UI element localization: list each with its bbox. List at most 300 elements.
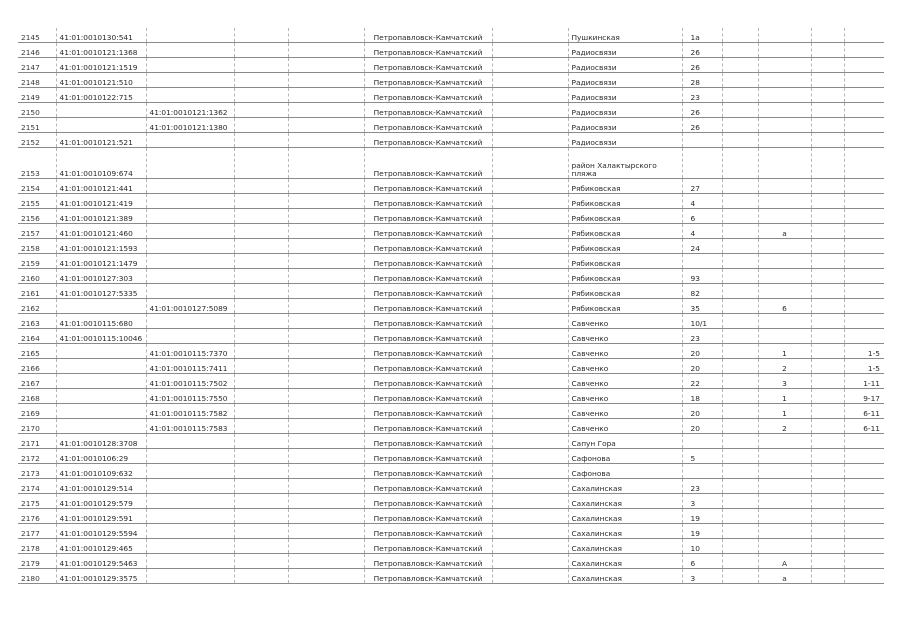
empty-cell	[288, 374, 364, 389]
street-cell: Пушкинская	[568, 28, 682, 43]
empty-cell	[811, 359, 844, 374]
apartment-cell	[844, 103, 884, 118]
table-row	[18, 88, 884, 103]
sub-cadastral-number	[146, 434, 234, 449]
block-cell	[758, 73, 811, 88]
empty-cell	[234, 43, 288, 58]
empty-cell	[234, 494, 288, 509]
building-cell: 26	[682, 103, 722, 118]
empty-cell	[811, 179, 844, 194]
empty-cell	[811, 269, 844, 284]
table-row	[18, 479, 884, 494]
table-row	[18, 494, 884, 509]
empty-cell	[492, 209, 568, 224]
table-row	[18, 314, 884, 329]
row-number: 2179	[18, 554, 56, 569]
row-number: 2169	[18, 404, 56, 419]
apartment-cell: 1-11	[844, 374, 884, 389]
empty-cell	[234, 209, 288, 224]
row-number: 2145	[18, 28, 56, 43]
cadastral-number: 41:01:0010128:3708	[56, 434, 146, 449]
empty-cell	[722, 254, 758, 269]
building-cell: 23	[682, 329, 722, 344]
empty-cell	[811, 464, 844, 479]
empty-cell	[288, 359, 364, 374]
apartment-cell: 1-5	[844, 344, 884, 359]
empty-cell	[722, 73, 758, 88]
row-number: 2175	[18, 494, 56, 509]
empty-cell	[811, 569, 844, 584]
empty-cell	[722, 239, 758, 254]
street-cell: Савченко	[568, 314, 682, 329]
apartment-cell	[844, 239, 884, 254]
street-cell: Савченко	[568, 359, 682, 374]
block-cell	[758, 509, 811, 524]
empty-cell	[234, 359, 288, 374]
empty-cell	[811, 344, 844, 359]
empty-cell	[492, 494, 568, 509]
empty-cell	[722, 179, 758, 194]
empty-cell	[234, 419, 288, 434]
empty-cell	[288, 494, 364, 509]
empty-cell	[234, 389, 288, 404]
cadastral-number: 41:01:0010121:389	[56, 209, 146, 224]
empty-cell	[288, 88, 364, 103]
city-cell: Петропавловск-Камчатский	[364, 464, 492, 479]
cadastral-number	[56, 419, 146, 434]
building-cell: 10/1	[682, 314, 722, 329]
empty-cell	[722, 28, 758, 43]
cadastral-number	[56, 103, 146, 118]
apartment-cell: 1-5	[844, 359, 884, 374]
building-cell: 4	[682, 194, 722, 209]
cadastral-number	[56, 299, 146, 314]
empty-cell	[492, 554, 568, 569]
empty-cell	[811, 449, 844, 464]
empty-cell	[811, 209, 844, 224]
empty-cell	[492, 419, 568, 434]
cadastral-number: 41:01:0010121:441	[56, 179, 146, 194]
block-cell: а	[758, 569, 811, 584]
table-row	[18, 359, 884, 374]
street-cell: Рябиковская	[568, 269, 682, 284]
cadastral-number	[56, 389, 146, 404]
block-cell	[758, 284, 811, 299]
empty-cell	[811, 28, 844, 43]
city-cell: Петропавловск-Камчатский	[364, 209, 492, 224]
row-number: 2156	[18, 209, 56, 224]
street-cell: Сахалинская	[568, 569, 682, 584]
empty-cell	[234, 73, 288, 88]
empty-cell	[492, 284, 568, 299]
city-cell: Петропавловск-Камчатский	[364, 269, 492, 284]
row-number: 2166	[18, 359, 56, 374]
table-row	[18, 434, 884, 449]
empty-cell	[722, 224, 758, 239]
building-cell: 3	[682, 494, 722, 509]
building-cell: 23	[682, 88, 722, 103]
building-cell: 19	[682, 509, 722, 524]
city-cell: Петропавловск-Камчатский	[364, 374, 492, 389]
row-number: 2178	[18, 539, 56, 554]
empty-cell	[288, 539, 364, 554]
block-cell	[758, 194, 811, 209]
apartment-cell: 6-11	[844, 419, 884, 434]
empty-cell	[288, 43, 364, 58]
city-cell: Петропавловск-Камчатский	[364, 299, 492, 314]
city-cell: Петропавловск-Камчатский	[364, 239, 492, 254]
building-cell	[682, 464, 722, 479]
city-cell: Петропавловск-Камчатский	[364, 359, 492, 374]
apartment-cell	[844, 118, 884, 133]
cadastral-number: 41:01:0010121:510	[56, 73, 146, 88]
city-cell: Петропавловск-Камчатский	[364, 58, 492, 73]
empty-cell	[234, 449, 288, 464]
sub-cadastral-number: 41:01:0010127:5089	[146, 299, 234, 314]
city-cell: Петропавловск-Камчатский	[364, 404, 492, 419]
empty-cell	[234, 269, 288, 284]
cadastral-number: 41:01:0010129:579	[56, 494, 146, 509]
block-cell: 1	[758, 404, 811, 419]
cadastral-number: 41:01:0010121:460	[56, 224, 146, 239]
row-number: 2168	[18, 389, 56, 404]
empty-cell	[234, 404, 288, 419]
row-number: 2159	[18, 254, 56, 269]
empty-cell	[722, 284, 758, 299]
empty-cell	[492, 479, 568, 494]
city-cell: Петропавловск-Камчатский	[364, 419, 492, 434]
city-cell: Петропавловск-Камчатский	[364, 314, 492, 329]
street-cell: Рябиковская	[568, 194, 682, 209]
street-cell: Радиосвязи	[568, 58, 682, 73]
block-cell: 1	[758, 344, 811, 359]
row-number: 2147	[18, 58, 56, 73]
apartment-cell	[844, 148, 884, 179]
empty-cell	[288, 209, 364, 224]
empty-cell	[811, 479, 844, 494]
row-number: 2149	[18, 88, 56, 103]
city-cell: Петропавловск-Камчатский	[364, 148, 492, 179]
empty-cell	[492, 148, 568, 179]
building-cell: 24	[682, 239, 722, 254]
empty-cell	[722, 209, 758, 224]
empty-cell	[492, 344, 568, 359]
empty-cell	[492, 314, 568, 329]
cadastral-number: 41:01:0010129:3575	[56, 569, 146, 584]
empty-cell	[492, 539, 568, 554]
sub-cadastral-number	[146, 194, 234, 209]
city-cell: Петропавловск-Камчатский	[364, 118, 492, 133]
empty-cell	[722, 509, 758, 524]
row-number: 2153	[18, 148, 56, 179]
building-cell: 93	[682, 269, 722, 284]
empty-cell	[722, 464, 758, 479]
building-cell	[682, 254, 722, 269]
city-cell: Петропавловск-Камчатский	[364, 434, 492, 449]
empty-cell	[811, 539, 844, 554]
street-cell: Сахалинская	[568, 524, 682, 539]
empty-cell	[288, 224, 364, 239]
empty-cell	[811, 284, 844, 299]
building-cell: 20	[682, 359, 722, 374]
table-row	[18, 539, 884, 554]
building-cell: 23	[682, 479, 722, 494]
empty-cell	[811, 329, 844, 344]
apartment-cell	[844, 479, 884, 494]
empty-cell	[234, 103, 288, 118]
row-number: 2150	[18, 103, 56, 118]
empty-cell	[492, 73, 568, 88]
cadastral-number: 41:01:0010129:5594	[56, 524, 146, 539]
empty-cell	[288, 314, 364, 329]
block-cell	[758, 118, 811, 133]
table-row	[18, 148, 884, 179]
empty-cell	[811, 73, 844, 88]
street-cell: Сахалинская	[568, 509, 682, 524]
cadastral-number: 41:01:0010127:5335	[56, 284, 146, 299]
city-cell: Петропавловск-Камчатский	[364, 449, 492, 464]
city-cell: Петропавловск-Камчатский	[364, 344, 492, 359]
sub-cadastral-number	[146, 449, 234, 464]
empty-cell	[492, 133, 568, 148]
empty-cell	[234, 58, 288, 73]
empty-cell	[811, 103, 844, 118]
street-cell: Савченко	[568, 419, 682, 434]
street-cell: Савченко	[568, 404, 682, 419]
block-cell: 2	[758, 419, 811, 434]
empty-cell	[288, 389, 364, 404]
street-cell: Сахалинская	[568, 539, 682, 554]
empty-cell	[492, 509, 568, 524]
empty-cell	[234, 479, 288, 494]
sub-cadastral-number	[146, 269, 234, 284]
city-cell: Петропавловск-Камчатский	[364, 224, 492, 239]
empty-cell	[811, 389, 844, 404]
block-cell	[758, 239, 811, 254]
empty-cell	[811, 133, 844, 148]
sub-cadastral-number: 41:01:0010115:7582	[146, 404, 234, 419]
building-cell: 28	[682, 73, 722, 88]
empty-cell	[288, 509, 364, 524]
sub-cadastral-number: 41:01:0010121:1380	[146, 118, 234, 133]
table-row	[18, 73, 884, 88]
row-number: 2180	[18, 569, 56, 584]
street-cell: Сахалинская	[568, 554, 682, 569]
block-cell: 6	[758, 299, 811, 314]
apartment-cell	[844, 494, 884, 509]
building-cell: 82	[682, 284, 722, 299]
apartment-cell	[844, 524, 884, 539]
block-cell	[758, 103, 811, 118]
empty-cell	[811, 509, 844, 524]
street-cell: район Халактырского пляжа	[568, 148, 682, 179]
empty-cell	[288, 103, 364, 118]
sub-cadastral-number	[146, 58, 234, 73]
cadastral-number: 41:01:0010121:419	[56, 194, 146, 209]
apartment-cell	[844, 88, 884, 103]
empty-cell	[234, 509, 288, 524]
empty-cell	[492, 88, 568, 103]
sub-cadastral-number	[146, 284, 234, 299]
building-cell: 26	[682, 43, 722, 58]
apartment-cell	[844, 329, 884, 344]
empty-cell	[234, 133, 288, 148]
empty-cell	[811, 554, 844, 569]
apartment-cell: 6-11	[844, 404, 884, 419]
sub-cadastral-number	[146, 73, 234, 88]
city-cell: Петропавловск-Камчатский	[364, 539, 492, 554]
empty-cell	[811, 224, 844, 239]
table-row	[18, 464, 884, 479]
empty-cell	[722, 133, 758, 148]
empty-cell	[722, 359, 758, 374]
row-number: 2165	[18, 344, 56, 359]
block-cell	[758, 524, 811, 539]
apartment-cell	[844, 133, 884, 148]
empty-cell	[288, 28, 364, 43]
building-cell: 10	[682, 539, 722, 554]
empty-cell	[492, 118, 568, 133]
street-cell: Радиосвязи	[568, 43, 682, 58]
block-cell: А	[758, 554, 811, 569]
apartment-cell	[844, 284, 884, 299]
city-cell: Петропавловск-Камчатский	[364, 569, 492, 584]
block-cell	[758, 148, 811, 179]
cadastral-number	[56, 404, 146, 419]
empty-cell	[492, 464, 568, 479]
row-number: 2176	[18, 509, 56, 524]
street-cell: Сапун Гора	[568, 434, 682, 449]
empty-cell	[234, 148, 288, 179]
empty-cell	[288, 148, 364, 179]
building-cell	[682, 434, 722, 449]
cadastral-number	[56, 374, 146, 389]
empty-cell	[288, 269, 364, 284]
row-number: 2157	[18, 224, 56, 239]
row-number: 2158	[18, 239, 56, 254]
empty-cell	[492, 194, 568, 209]
empty-cell	[288, 344, 364, 359]
apartment-cell	[844, 43, 884, 58]
building-cell: 6	[682, 209, 722, 224]
empty-cell	[288, 554, 364, 569]
empty-cell	[722, 389, 758, 404]
building-cell: 26	[682, 58, 722, 73]
empty-cell	[288, 254, 364, 269]
apartment-cell	[844, 58, 884, 73]
city-cell: Петропавловск-Камчатский	[364, 479, 492, 494]
empty-cell	[288, 464, 364, 479]
sub-cadastral-number	[146, 133, 234, 148]
row-number: 2170	[18, 419, 56, 434]
apartment-cell	[844, 434, 884, 449]
cadastral-number: 41:01:0010129:514	[56, 479, 146, 494]
sub-cadastral-number	[146, 148, 234, 179]
sub-cadastral-number	[146, 314, 234, 329]
street-cell: Радиосвязи	[568, 73, 682, 88]
city-cell: Петропавловск-Камчатский	[364, 284, 492, 299]
empty-cell	[288, 118, 364, 133]
city-cell: Петропавловск-Камчатский	[364, 509, 492, 524]
sub-cadastral-number	[146, 88, 234, 103]
empty-cell	[234, 299, 288, 314]
table-row	[18, 133, 884, 148]
empty-cell	[722, 404, 758, 419]
sub-cadastral-number	[146, 329, 234, 344]
apartment-cell	[844, 224, 884, 239]
cadastral-number: 41:01:0010127:303	[56, 269, 146, 284]
empty-cell	[492, 224, 568, 239]
city-cell: Петропавловск-Камчатский	[364, 194, 492, 209]
empty-cell	[234, 374, 288, 389]
empty-cell	[811, 118, 844, 133]
block-cell	[758, 539, 811, 554]
city-cell: Петропавловск-Камчатский	[364, 554, 492, 569]
building-cell: 20	[682, 404, 722, 419]
empty-cell	[492, 299, 568, 314]
table-row	[18, 389, 884, 404]
empty-cell	[811, 404, 844, 419]
table-row	[18, 254, 884, 269]
table-row	[18, 569, 884, 584]
table-row	[18, 269, 884, 284]
cadastral-number: 41:01:0010129:591	[56, 509, 146, 524]
empty-cell	[492, 329, 568, 344]
city-cell: Петропавловск-Камчатский	[364, 28, 492, 43]
empty-cell	[288, 58, 364, 73]
empty-cell	[722, 148, 758, 179]
cadastral-number: 41:01:0010121:1593	[56, 239, 146, 254]
sub-cadastral-number	[146, 539, 234, 554]
empty-cell	[288, 133, 364, 148]
city-cell: Петропавловск-Камчатский	[364, 254, 492, 269]
empty-cell	[492, 43, 568, 58]
empty-cell	[722, 434, 758, 449]
empty-cell	[492, 58, 568, 73]
empty-cell	[811, 434, 844, 449]
row-number: 2146	[18, 43, 56, 58]
empty-cell	[288, 299, 364, 314]
apartment-cell	[844, 209, 884, 224]
street-cell: Рябиковская	[568, 284, 682, 299]
empty-cell	[811, 194, 844, 209]
empty-cell	[492, 374, 568, 389]
registry-rows	[18, 28, 884, 584]
block-cell	[758, 449, 811, 464]
empty-cell	[811, 314, 844, 329]
block-cell	[758, 58, 811, 73]
empty-cell	[722, 569, 758, 584]
empty-cell	[722, 494, 758, 509]
sub-cadastral-number	[146, 179, 234, 194]
block-cell	[758, 329, 811, 344]
cadastral-number: 41:01:0010121:521	[56, 133, 146, 148]
table-row	[18, 194, 884, 209]
apartment-cell	[844, 539, 884, 554]
block-cell	[758, 464, 811, 479]
empty-cell	[288, 449, 364, 464]
row-number: 2164	[18, 329, 56, 344]
table-row	[18, 118, 884, 133]
street-cell: Савченко	[568, 374, 682, 389]
cadastral-number: 41:01:0010121:1368	[56, 43, 146, 58]
block-cell	[758, 179, 811, 194]
empty-cell	[722, 194, 758, 209]
block-cell: 2	[758, 359, 811, 374]
apartment-cell	[844, 269, 884, 284]
empty-cell	[722, 449, 758, 464]
sub-cadastral-number: 41:01:0010115:7411	[146, 359, 234, 374]
